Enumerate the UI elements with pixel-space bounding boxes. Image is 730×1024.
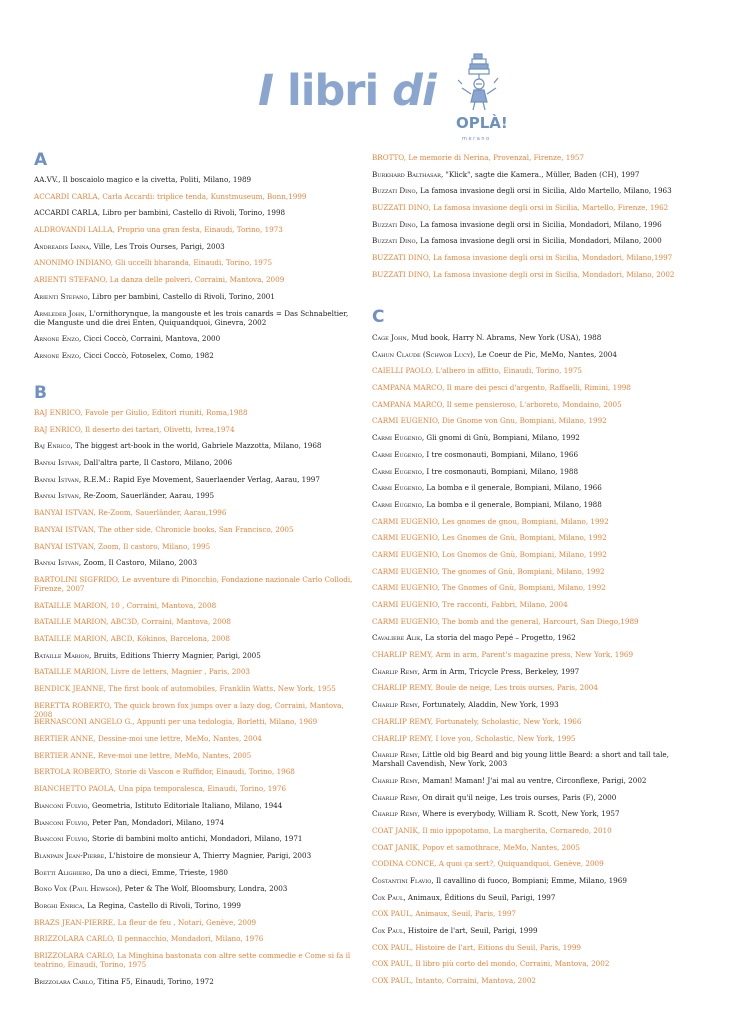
bibliography-entry (372, 926, 697, 943)
bibliography-entry (34, 834, 360, 851)
bibliography-entry (34, 208, 360, 225)
entry-text: CARMI EUGENIO, The Gnomes of Gnù, Bompiani, Milano, 1992 (372, 583, 606, 593)
bibliography-entry (372, 467, 697, 484)
bibliography-entry (34, 351, 360, 368)
bibliography-entry (34, 951, 360, 977)
bibliography-entry (372, 809, 697, 826)
entry-author: Costantini Flavio (372, 876, 432, 885)
entry-text: ACCARDI CARLA, Carla Accardi: triplice tenda, Kunstmuseum, Bonn,1999 (34, 191, 307, 201)
entry-text: , Mud book, Harry N. Abrams, New York (USA), 1988 (406, 333, 602, 342)
entry-text: COX PAUL, Il libro più corto del mondo, Corraini, Mantova, 2002 (372, 959, 610, 969)
entry-text: CAMPANA MARCO, Il seme pensieroso, L'arboreto, Mondaino, 2005 (372, 399, 622, 409)
entry-text: ARIENTI STEFANO, La danza delle polveri, Corraini, Mantova, 2009 (34, 275, 285, 285)
entry-text: , Little old big Beard and big young little Beard: a short and tall tale, Marshall Cavendish, New York, 2003 (372, 750, 669, 769)
entry-text: CARMI EUGENIO, Tre racconti, Fabbri, Milano, 2004 (372, 600, 568, 609)
entry-author: Buzzati Dino (372, 219, 416, 229)
entry-text: , Ville, Les Trois Ourses, Parigi, 2003 (89, 241, 225, 251)
bibliography-entry (372, 550, 697, 567)
entry-text: CHARLIP REMY, Boule de neige, Les trois ourses, Paris, 2004 (372, 683, 598, 693)
entry-text: BERTIER ANNE, Dessine-moi une lettre, MeMo, Nantes, 2004 (34, 734, 262, 744)
entry-text: , La famosa invasione degli orsi in Sicilia, Aldo Martello, Milano, 1963 (415, 186, 672, 196)
bibliography-entry (34, 491, 360, 508)
bibliography-entry (34, 751, 360, 768)
entry-author: Bataille Marion (34, 650, 90, 660)
entry-author: Carmi Eugenio (372, 483, 422, 493)
entry-text: BATAILLE MARION, ABC3D, Corraini, Mantova, 2008 (34, 617, 231, 627)
bibliography-entry (34, 292, 360, 309)
bibliography-entry (372, 567, 697, 584)
bibliography-entry (372, 734, 697, 751)
entry-text: BRIZZOLARA CARLO, La Minghina bastonata con altre sette commedie e Come si fa il teatrino, Einaudi, Torino, 1975 (34, 951, 351, 969)
entry-text: CHARLIP REMY, Arm in arm, Parent's magazine press, New York, 1969 (372, 650, 634, 660)
entry-text: , Titina F5, Einaudi, Torino, 1972 (92, 976, 214, 986)
title-part-i: I (258, 66, 287, 116)
entry-text: , Dall'altra parte, Il Castoro, Milano, 2006 (78, 458, 233, 468)
entry-text: , La famosa invasione degli orsi in Sicilia, Mondadori, Milano, 1996 (415, 219, 662, 229)
entry-text: , I tre cosmonauti, Bompiani, Milano, 1966 (421, 449, 579, 459)
entry-text: COX PAUL, Animaux, Seuil, Paris, 1997 (372, 909, 516, 919)
entry-text: , The biggest art-book in the world, Gabriele Mazzotta, Milano, 1968 (70, 441, 322, 451)
bibliography-entry (372, 333, 697, 350)
bibliography-entry (34, 977, 360, 994)
entry-text: CARMI EUGENIO, The bomb and the general, Harcourt, San Diego,1989 (372, 616, 639, 626)
entry-text: CAIELLI PAOLO, L'albero in affitto, Einaudi, Torino, 1975 (372, 366, 582, 376)
entry-author: Charlip Remy (372, 700, 418, 710)
bibliography-entry (34, 475, 360, 492)
bibliography-entry (34, 225, 360, 242)
bibliography-entry (34, 818, 360, 835)
entry-text: BANYAI ISTVAN, Re-Zoom, Sauerländer, Aarau,1996 (34, 508, 227, 518)
bibliography-entry (372, 400, 697, 417)
entry-text: , La Regina, Castello di Rivoli, Torino, 1999 (82, 900, 241, 910)
entry-author: Cahun Claude (Schwob Lucy) (372, 349, 473, 359)
entry-text: COAT JANIK, Popov et samothrace, MeMo, Nantes, 2005 (372, 842, 580, 852)
entry-text: AA.VV., Il boscaiolo magico e la civetta, Politi, Milano, 1989 (34, 175, 252, 184)
bibliography-entry (372, 667, 697, 684)
bibliography-entry (372, 617, 697, 634)
entry-text: , Le Coeur de Pic, MeMo, Nantes, 2004 (472, 349, 617, 359)
entry-text: ACCARDI CARLA, Libro per bambini, Castello di Rivoli, Torino, 1998 (34, 208, 286, 218)
entry-text: , Histoire de l'art, Seuil, Parigi, 1999 (403, 926, 538, 936)
entry-text: BENDICK JEANNE, The first book of automobiles, Franklin Watts, New York, 1955 (34, 684, 336, 693)
entry-author: Brizzolara Carlo (34, 976, 93, 986)
entry-text: CARMI EUGENIO, Die Gnome von Gnu, Bompiani, Milano, 1992 (372, 416, 607, 426)
bibliography-entry (372, 416, 697, 433)
bibliography-entry (372, 750, 697, 776)
entry-text: , On dirait qu'il neige, Les trois ourses, Paris (F), 2000 (417, 792, 617, 802)
section-letter-a: A (34, 150, 48, 170)
bibliography-entry (372, 876, 697, 893)
entry-text: , Maman! Maman! J'ai mal au ventre, Circonflexe, Parigi, 2002 (417, 775, 647, 785)
entry-author: Armleder John (34, 308, 85, 318)
entry-author: Cage John (372, 333, 407, 342)
bibliography-entry (34, 525, 360, 542)
entry-text: BRAZS JEAN-PIERRE, La fleur de feu , Notari, Genève, 2009 (34, 917, 257, 927)
entry-text: , Animaux, Éditions du Seuil, Parigi, 1997 (403, 892, 556, 902)
opla-logo (448, 50, 520, 148)
bibliography-entry (372, 909, 697, 926)
bibliography-entry (372, 270, 697, 287)
entry-author: Borghi Enrica (34, 900, 83, 910)
logo-subtext: m e r a n o (462, 136, 490, 142)
entry-text: BROTTO, Le memorie di Nerina, Provenzal, Firenze, 1957 (372, 153, 585, 162)
entry-text: CODINA CONCE, A quoi ça sert?, Quiquandquoi, Genève, 2009 (372, 859, 604, 869)
entry-text: , Storie di bambini molto antichi, Mondadori, Milano, 1971 (87, 834, 303, 844)
entry-text: COX PAUL, Histoire de l'art, Eitions du Seuil, Paris, 1999 (372, 942, 582, 952)
bibliography-entry (372, 976, 697, 993)
bibliography-entry (34, 617, 360, 634)
bibliography-entry (34, 901, 360, 918)
bibliography-entry (372, 717, 697, 734)
bibliography-entry (34, 309, 360, 335)
bibliography-entry (34, 701, 360, 718)
entry-text: BUZZATI DINO, La famosa invasione degli orsi in Sicilia, Mondadori, Milano,1997 (372, 253, 673, 263)
bibliography-entry (372, 450, 697, 467)
entry-author: Charlip Remy (372, 792, 418, 802)
entry-author: Buzzati Dino (372, 236, 416, 246)
entry-author: Carmi Eugenio (372, 499, 422, 509)
bibliography-entry (372, 220, 697, 237)
entry-text: BAJ ENRICO, Il deserto dei tartari, Olivetti, Ivrea,1974 (34, 424, 235, 434)
entry-text: , La bomba e il generale, Bompiani, Milano, 1966 (421, 483, 602, 493)
bibliography-entry (372, 433, 697, 450)
entry-text: COAT JANIK, Il mio ippopotamo, La margherita, Cornaredo, 2010 (372, 825, 612, 835)
bibliography-entry (34, 441, 360, 458)
entry-author: Cavaliere Alik (372, 633, 421, 643)
bibliography-entry (372, 383, 697, 400)
entry-text: CARMI EUGENIO, Les gnomes de gnou, Bompiani, Milano, 1992 (372, 516, 609, 526)
entry-text: , Where is everybody, William R. Scott, New York, 1957 (417, 809, 620, 819)
entry-text: , I tre cosmonauti, Bompiani, Milano, 1988 (421, 466, 579, 476)
entry-text: BAJ ENRICO, Favole per Giulio, Editori riuniti, Roma,1988 (34, 408, 248, 417)
bibliography-entry (372, 826, 697, 843)
bibliography-entry (34, 667, 360, 684)
bibliography-entry (34, 784, 360, 801)
bibliography-entry (34, 542, 360, 559)
entry-text: , L'ornithorynque, la mangouste et les trois canards = Das Schnabeltier, die Manguste und die drei Enten, Quiquandquoi, Ginevra, 2002 (34, 308, 349, 327)
bibliography-entry (34, 275, 360, 292)
bibliography-entry (34, 801, 360, 818)
bibliography-entry (34, 408, 360, 425)
entry-text: , Arm in Arm, Tricycle Press, Berkeley, 1997 (417, 666, 580, 676)
entry-text: CHARLIP REMY, Fortunately, Scholastic, New York, 1966 (372, 716, 582, 726)
entry-text: BERNASCONI ANGELO G., Appunti per una tedologia, Borletti, Milano, 1969 (34, 717, 318, 727)
bibliography-entry (34, 458, 360, 475)
bibliography-entry (34, 558, 360, 575)
entry-text: BERTIER ANNE, Reve-moi une lettre, MeMo, Nantes, 2005 (34, 750, 252, 760)
bibliography-entry (34, 175, 360, 192)
bibliography-entry (372, 843, 697, 860)
entry-author: Banyai Istvan (34, 458, 79, 468)
entry-author: Bianconi Fulvio (34, 800, 88, 810)
entry-author: Cox Paul (372, 892, 404, 902)
entry-author: Carmi Eugenio (372, 433, 422, 443)
entry-author: Banyai Istvan (34, 491, 79, 501)
bibliography-entry (372, 186, 697, 203)
entry-author: Bianconi Fulvio (34, 817, 88, 827)
entry-author: Arienti Stefano (34, 291, 88, 301)
bibliography-entry (372, 253, 697, 270)
entry-author: Carmi Eugenio (372, 466, 422, 476)
title-part-di: di (392, 66, 436, 116)
entry-text: CAMPANA MARCO, Il mare dei pesci d'argento, Raffaelli, Rimini, 1998 (372, 383, 631, 393)
bibliography-entry (372, 700, 697, 717)
entry-text: , Cicci Coccò, Corraini, Mantova, 2000 (78, 334, 221, 344)
entry-text: , La famosa invasione degli orsi in Sicilia, Mondadori, Milano, 2000 (415, 236, 662, 246)
entry-text: BANYAI ISTVAN, Zoom, Il castoro, Milano, 1995 (34, 541, 211, 551)
bibliography-entry (372, 683, 697, 700)
entry-text: , Il cavallino di fuoco, Bompiani; Emme, Milano, 1969 (431, 876, 627, 885)
bibliography-entry (372, 583, 697, 600)
entry-text: BATAILLE MARION, 10 , Corraini, Mantova, 2008 (34, 600, 217, 610)
entry-text: BARTOLINI SIGFRIDO, Le avventure di Pinocchio, Fondazione nazionale Carlo Collodi, Firenze, 2007 (34, 574, 353, 593)
entry-text: , R.E.M.: Rapid Eye Movement, Sauerlaender Verlag, Aarau, 1997 (78, 474, 320, 484)
entry-text: , Da uno a dieci, Emme, Trieste, 1980 (90, 867, 228, 877)
entry-author: Banyai Istvan (34, 558, 79, 568)
entry-text: BRIZZOLARA CARLO, Il pennacchio, Mondadori, Milano, 1976 (34, 934, 264, 944)
bibliography-entry (372, 793, 697, 810)
entry-text: , L'histoire de monsieur A, Thierry Magnier, Parigi, 2003 (104, 850, 312, 860)
section-letter-c: C (372, 307, 385, 327)
entry-text: , La storia del mago Pepé – Progetto, 1962 (420, 633, 576, 643)
bibliography-entry (34, 192, 360, 209)
bibliography-entry (372, 350, 697, 367)
entry-author: Charlip Remy (372, 750, 418, 760)
bibliography-entry (34, 334, 360, 351)
bibliography-entry (372, 533, 697, 550)
entry-author: Buzzati Dino (372, 186, 416, 196)
entry-author: Charlip Remy (372, 775, 418, 785)
section-letter-b: B (34, 383, 47, 403)
entry-text: , Libro per bambini, Castello di Rivoli, Torino, 2001 (87, 291, 275, 301)
entry-author: Banyai Istvan (34, 474, 79, 484)
bibliography-entry (34, 508, 360, 525)
bibliography-entry (34, 601, 360, 618)
entry-text: CARMI EUGENIO, The gnomes of Gnù, Bompiani, Milano, 1992 (372, 566, 605, 576)
entry-author: Baj Enrico (34, 441, 71, 451)
entry-text: , Geometria, Istituto Editoriale Italiano, Milano, 1944 (87, 800, 283, 810)
entry-author: Bianconi Fulvio (34, 834, 88, 844)
bibliography-entry (34, 734, 360, 751)
bibliography-entry (372, 153, 697, 170)
entry-text: , Gli gnomi di Gnù, Bompiani, Milano, 1992 (421, 433, 580, 443)
bibliography-entry (372, 776, 697, 793)
bibliography-entry (34, 767, 360, 784)
entry-text: CHARLIP REMY, I love you, Scholastic, New York, 1995 (372, 733, 576, 743)
bibliography-entry (34, 575, 360, 601)
entry-text: BUZZATI DINO, La famosa invasione degli orsi in Sicilia, Mondadori, Milano, 2002 (372, 269, 675, 279)
entry-text: ANONIMO INDIANO, Gli uccelli bharanda, Einaudi, Torino, 1975 (34, 258, 273, 268)
entry-author: Charlip Remy (372, 809, 418, 819)
section-b-list (34, 408, 360, 993)
bibliography-entry (34, 717, 360, 734)
title-part-libri: libri (286, 66, 393, 116)
entry-text: ALDROVANDI LALLA, Proprio una gran festa, Einaudi, Torino, 1973 (34, 225, 283, 235)
entry-text: , La bomba e il generale, Bompiani, Milano, 1988 (421, 499, 602, 509)
entry-text: , Re-Zoom, Sauerländer, Aarau, 1995 (78, 491, 215, 501)
entry-author: Arnone Enzo (34, 334, 79, 344)
entry-text: BATAILLE MARION, ABCD, Kókinos, Barcelona, 2008 (34, 633, 230, 643)
bibliography-entry (34, 684, 360, 701)
page-header (0, 22, 730, 142)
bibliography-entry (372, 893, 697, 910)
entry-text: BERETTA ROBERTO, The quick brown fox jumps over a lazy dog, Corraini, Mantova, 2008 (34, 700, 344, 719)
entry-text: BATAILLE MARION, Livre de letters, Magnier , Paris, 2003 (34, 667, 250, 677)
bibliography-entry (372, 483, 697, 500)
bibliography-entry (372, 600, 697, 617)
bibliography-entry (34, 258, 360, 275)
section-a-list (34, 175, 360, 368)
entry-text: , Peter & The Wolf, Bloomsbury, Londra, 2003 (120, 884, 288, 894)
entry-author: Arnone Enzo (34, 350, 79, 360)
entry-text: COX PAUL, Intanto, Corraini, Mantova, 2002 (372, 976, 536, 986)
bibliography-entry (372, 366, 697, 383)
page-title (258, 66, 436, 116)
entry-text: BIANCHETTO PAOLA, Una pipa temporalesca, Einaudi, Torino, 1976 (34, 784, 287, 794)
entry-author: Burkhard Balthasar (372, 169, 441, 179)
bibliography-entry (372, 859, 697, 876)
bibliography-entry (372, 170, 697, 187)
bibliography-entry (34, 868, 360, 885)
entry-text: , Cicci Coccò, Fotoselex, Como, 1982 (78, 350, 214, 360)
entry-text: BANYAI ISTVAN, The other side, Chronicle books, San Francisco, 2005 (34, 524, 294, 534)
entry-text: , Fortunately, Aladdin, New York, 1993 (417, 700, 559, 710)
bibliography-entry (372, 943, 697, 960)
bibliography-entry (372, 633, 697, 650)
section-c-list (372, 333, 697, 993)
bibliography-entry (34, 651, 360, 668)
bibliography-entry (34, 634, 360, 651)
entry-author: Boetti Alighiero (34, 867, 91, 877)
bibliography-entry (34, 884, 360, 901)
entry-text: , Zoom, Il Castoro, Milano, 2003 (78, 558, 198, 568)
entry-author: Charlip Remy (372, 666, 418, 676)
bibliography-entry (372, 959, 697, 976)
bibliography-entry (34, 425, 360, 442)
entry-author: Cox Paul (372, 926, 404, 936)
bibliography-entry (34, 851, 360, 868)
bibliography-entry (372, 650, 697, 667)
entry-text: , Bruits, Editions Thierry Magnier, Parigi, 2005 (89, 650, 261, 660)
entry-text: CARMI EUGENIO, Les Gnomes de Gnù, Bompiani, Milano, 1992 (372, 533, 607, 543)
entry-text: BERTOLA ROBERTO, Storie di Vascon e Ruffidor, Einaudi, Torino, 1968 (34, 767, 295, 777)
bibliography-entry (34, 918, 360, 935)
entry-text: , "Klick", sagte die Kamera., Müller, Baden (CH), 1997 (440, 169, 640, 179)
bibliography-entry (372, 517, 697, 534)
bibliography-entry (372, 203, 697, 220)
bibliography-entry (34, 934, 360, 951)
bibliography-entry (34, 242, 360, 259)
entry-author: Bono Vox (Paul Hewson) (34, 884, 121, 894)
entry-author: Andreadis Ianna (34, 241, 90, 251)
logo-text: OPLÀ! (456, 114, 508, 132)
entry-author: Blanpain Jean-Pierre (34, 850, 105, 860)
entry-author: Carmi Eugenio (372, 449, 422, 459)
bibliography-entry (372, 500, 697, 517)
entry-text: CARMI EUGENIO, Los Gnomos de Gnù, Bompiani, Milano, 1992 (372, 549, 607, 559)
entry-text: , Peter Pan, Mondadori, Milano, 1974 (87, 817, 225, 827)
entry-text: BUZZATI DINO, La famosa invasione degli orsi in Sicilia, Martello, Firenze, 1962 (372, 203, 669, 213)
section-b-continued-list (372, 153, 697, 287)
bibliography-entry (372, 236, 697, 253)
